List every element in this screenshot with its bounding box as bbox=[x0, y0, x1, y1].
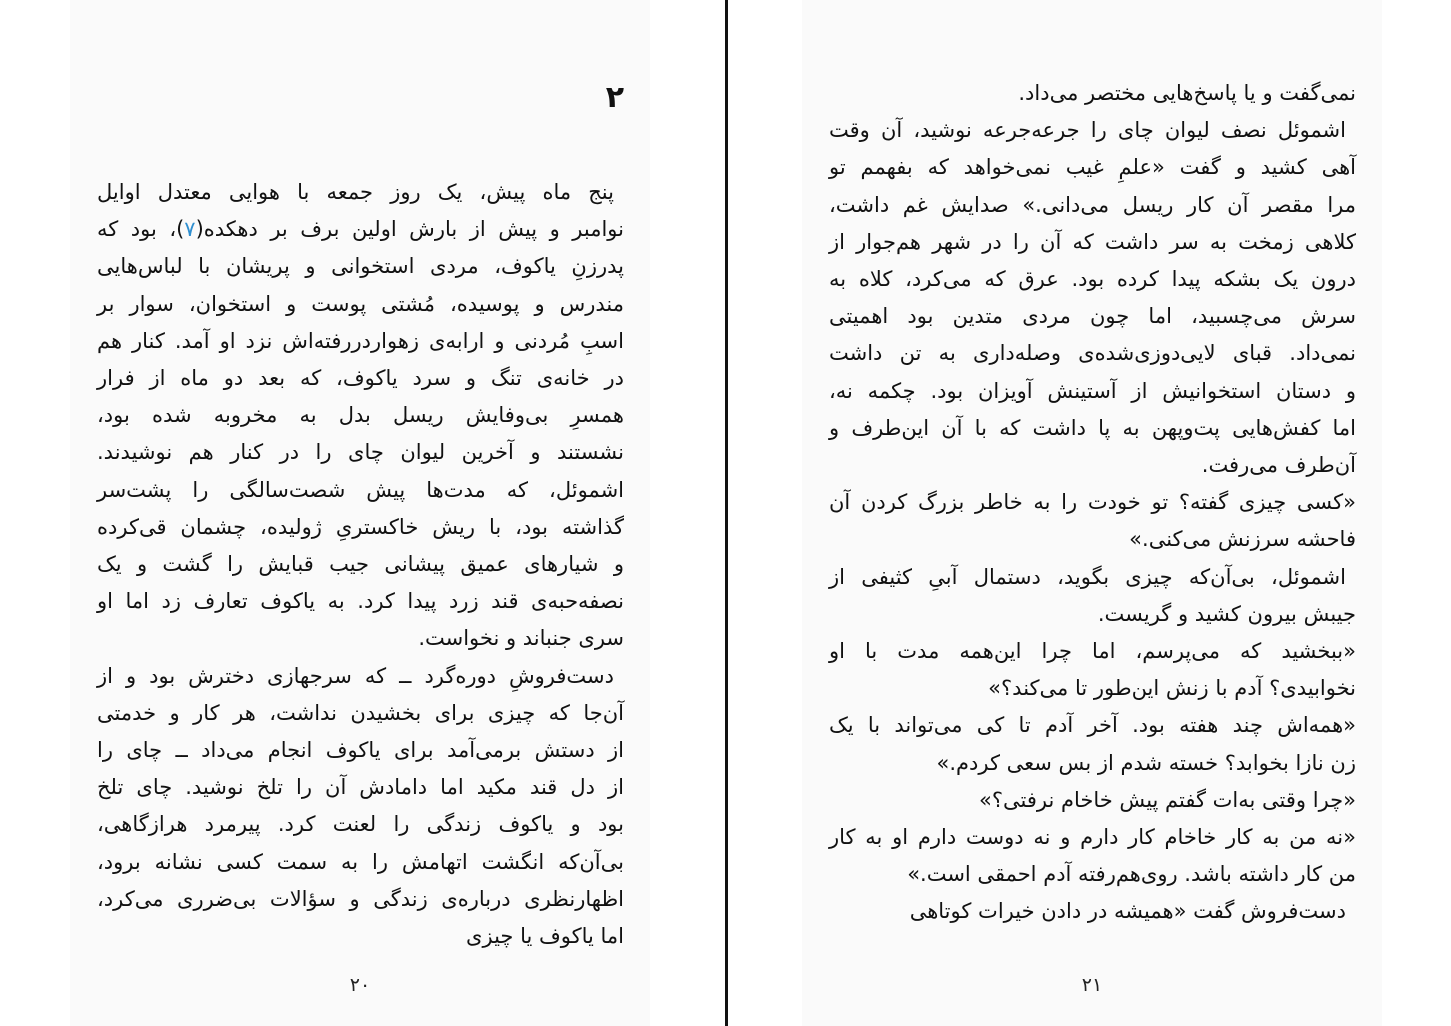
text-line: آهی کشید و گفت «علمِ غیب نمی‌خواهد که بفهمم تو bbox=[829, 155, 1356, 180]
footnote-link[interactable]: ۷ bbox=[184, 217, 196, 242]
text-line: نوامبر و پیش از بارش اولین برف بر دهکده(۷)، بود که bbox=[97, 217, 625, 242]
text-line: کلاهی زمخت به سر داشت که آن را در شهر هم‌جوار از bbox=[829, 229, 1356, 254]
right-page bbox=[802, 0, 1382, 1026]
text-line: نشستند و آخرین لیوان چای را در کنار هم نوشیدند. bbox=[97, 440, 624, 465]
text-line: «چرا وقتی به‌ات گفتم پیش خاخام نرفتی؟» bbox=[979, 787, 1356, 812]
text-line: اشموئل، بی‌آن‌که چیزی بگوید، دستمال آبیِ کثیفی از bbox=[829, 564, 1346, 589]
left-page bbox=[70, 0, 650, 1026]
text-line: مندرس و پوسیده، مُشتی پوست و استخوان، سوار بر bbox=[97, 291, 624, 316]
text-line: اما کفش‌هایی پت‌وپهن به پا داشت که با آن این‌طرف و bbox=[829, 415, 1356, 440]
text-line: «همه‌اش چند هفته بود. آخر آدم تا کی می‌تواند با یک bbox=[829, 713, 1356, 738]
text-line: دست‌فروشِ دوره‌گرد ــ که سرجهازی دخترش بود و از bbox=[97, 663, 614, 688]
text-line: از دستش برمی‌آمد برای یاکوف انجام می‌داد ــ چای را bbox=[97, 738, 624, 763]
text-line: «کسی چیزی گفته؟ تو خودت را به خاطر بزرگ کردن آن bbox=[829, 490, 1356, 515]
text-line: نمی‌داد. قبای لایی‌دوزی‌شده‌ی وصله‌داری به تن داشت bbox=[829, 341, 1356, 366]
text-line: پدرزنِ یاکوف، مردی استخوانی و پریشان با لباس‌هایی bbox=[97, 254, 624, 279]
text-line: در خانه‌ی تنگ و سرد یاکوف، که بعد دو ماه از فرار bbox=[97, 366, 624, 391]
text-line: اما یاکوف یا چیزی bbox=[466, 924, 624, 949]
text-line: مرا مقصر آن کار ریسل می‌دانی.» صدایش غم داشت، bbox=[829, 192, 1356, 217]
text-line: سری جنباند و نخواست. bbox=[418, 626, 624, 651]
text-line: و شیارهای عمیق پیشانی جیب قبایش را گشت و یک bbox=[97, 552, 624, 577]
text-line: اسبِ مُردنی و ارابه‌ی زهواردررفته‌اش نزد او آمد. کنار هم bbox=[97, 328, 624, 353]
text-line: و دستان استخوانیش از آستینش آویزان بود. چکمه نه، bbox=[829, 378, 1356, 403]
text-line: اشموئل، که مدت‌ها پیش شصت‌سالگی را پشت‌سر bbox=[97, 477, 624, 502]
page-number: ۲۰ bbox=[349, 974, 371, 996]
text-line: گذاشته بود، با ریش خاکستریِ ژولیده، چشمان قی‌کرده bbox=[97, 514, 624, 539]
text-line: من کار داشته باشد. روی‌هم‌رفته آدم احمقی است.» bbox=[907, 862, 1356, 887]
text-line: «ببخشید که می‌پرسم، اما چرا این‌همه مدت با او bbox=[829, 639, 1356, 664]
text-line: زن نازا بخوابد؟ خسته شدم از بس سعی کردم.» bbox=[936, 750, 1356, 775]
text-line: سرش می‌چسبید، اما چون مردی متدین بود اهمیتی bbox=[829, 304, 1356, 329]
right-page-body bbox=[829, 75, 1356, 931]
page-number: ۲۱ bbox=[1081, 974, 1103, 996]
text-line: از دل قند مکید اما دامادش آن را تلخ نوشید. چای تلخ bbox=[97, 775, 624, 800]
text-line: دست‌فروش گفت «همیشه در دادن خیرات کوتاهی bbox=[909, 899, 1346, 924]
text-line: فاحشه سرزنش می‌کنی.» bbox=[1129, 527, 1356, 552]
book-spine-divider bbox=[725, 0, 728, 1026]
text-line: نصفه‌حبه‌ی قند زرد پیدا کرد. به یاکوف تعارف زد اما او bbox=[97, 589, 624, 614]
text-line: آن‌جا که چیزی برای بخشیدن نداشت، هر کار و خدمتی bbox=[97, 700, 624, 725]
text-line: همسرِ بی‌وفایش ریسل بدل به مخروبه شده بود، bbox=[97, 403, 624, 428]
left-page-body bbox=[97, 174, 624, 955]
chapter-number: ۲ bbox=[605, 80, 624, 115]
text-line: اظهارنظری درباره‌ی زندگی و سؤالات بی‌ضرری می‌کرد، bbox=[97, 886, 624, 911]
text-line: بی‌آن‌که انگشت اتهامش را به سمت کسی نشانه برود، bbox=[97, 849, 624, 874]
text-line: اشموئل نصف لیوان چای را جرعه‌جرعه نوشید، آن وقت bbox=[829, 118, 1346, 143]
text-line: پنج ماه پیش، یک روز جمعه با هوایی معتدل اوایل bbox=[97, 180, 614, 204]
paragraph-1 bbox=[97, 174, 624, 658]
text-line: جیبش بیرون کشید و گریست. bbox=[1097, 601, 1356, 626]
text-line: درون یک بشکه پیدا کرده بود. عرق که می‌کرد، کلاه به bbox=[829, 267, 1356, 292]
text-line: نخوابیدی؟ آدم با زنش این‌طور تا می‌کند؟» bbox=[988, 676, 1356, 701]
text-line: بود و یاکوف زندگی را لعنت کرد. پیرمرد هرازگاهی، bbox=[97, 812, 624, 837]
text-line: آن‌طرف می‌رفت. bbox=[1201, 453, 1356, 478]
text-line: نمی‌گفت و یا پاسخ‌هایی مختصر می‌داد. bbox=[1018, 81, 1356, 105]
text-line: «نه من به کار خاخام کار دارم و نه دوست دارم او به کار bbox=[829, 825, 1356, 850]
paragraph-2 bbox=[97, 658, 624, 956]
